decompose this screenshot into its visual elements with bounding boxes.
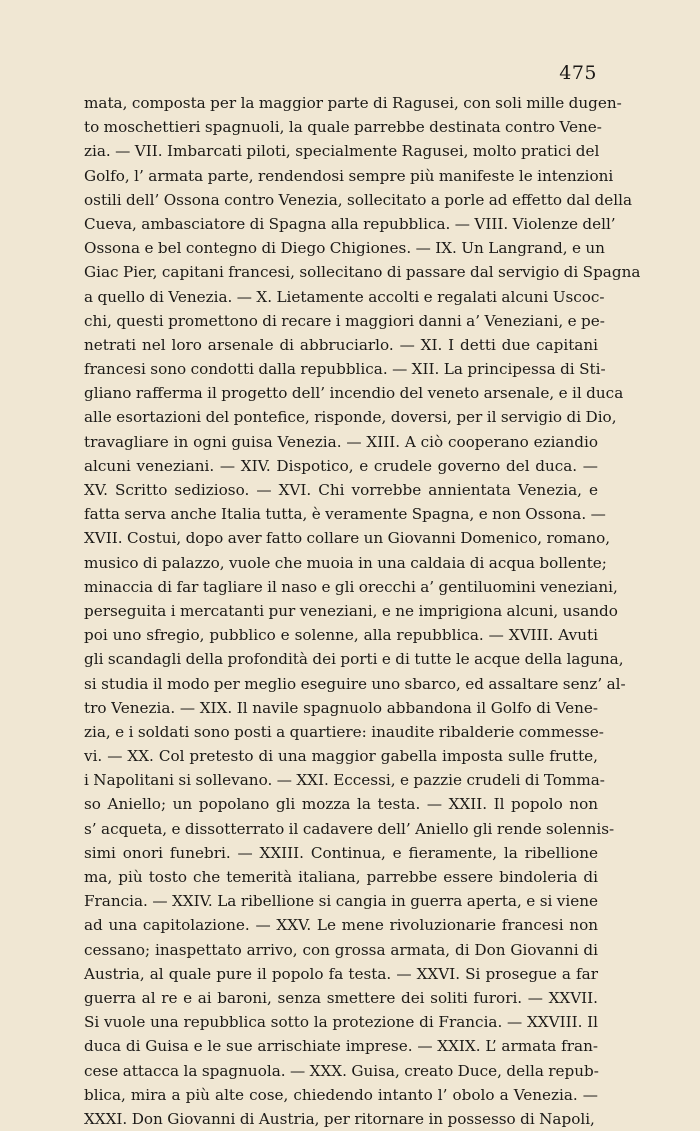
text-line: fatta serva anche Italia tutta, è veramente Spagna, e non Ossona. — [84, 505, 606, 524]
text-line: Giac Pier, capitani francesi, sollecitano di passare dal servigio di Spagna [84, 263, 641, 282]
text-line: Golfo, l’ armata parte, rendendosi sempre più manifeste le intenzioni [84, 166, 614, 185]
text-line: Ossona e bel contegno di Diego Chigiones. — IX. Un Langrand, e un [84, 239, 605, 258]
text-line: Francia. — XXIV. La ribellione si cangia in guerra aperta, e si viene [84, 892, 598, 911]
text-line: alle esortazioni del pontefice, risponde, doversi, per il servigio di Dio, [84, 408, 617, 427]
text-line: cessano; inaspettato arrivo, con grossa armata, di Don Giovanni di [84, 940, 598, 959]
text-line: musico di palazzo, vuole che muoia in una caldaia di acqua bollente; [84, 553, 607, 572]
page-number: 475 [559, 62, 597, 84]
text-line: zia. — VII. Imbarcati piloti, specialmente Ragusei, molto pratici del [84, 142, 600, 161]
text-line: gli scandagli della profondità dei porti e di tutte le acque della laguna, [84, 650, 624, 669]
text-line: ad una capitolazione. — XXV. Le mene rivoluzionarie francesi non [84, 916, 598, 935]
text-line: so Aniello; un popolano gli mozza la testa. — XXII. Il popolo non [84, 795, 598, 814]
text-line: ostili dell’ Ossona contro Venezia, sollecitato a porle ad effetto dal della [84, 190, 633, 209]
text-line: francesi sono condotti dalla repubblica. — XII. La principessa di Sti- [84, 360, 606, 379]
text-line: gliano rafferma il progetto dell’ incendio del veneto arsenale, e il duca [84, 384, 624, 403]
text-line: mata, composta per la maggior parte di Ragusei, con soli mille dugen- [84, 94, 622, 112]
text-line: travagliare in ogni guisa Venezia. — XIII. A ciò cooperano eziandio [84, 432, 598, 451]
text-line: simi onori funebri. — XXIII. Continua, e fieramente, la ribellione [84, 843, 598, 862]
text-line: chi, questi promettono di recare i maggiori danni a’ Veneziani, e pe- [84, 311, 605, 330]
text-line: tro Venezia. — XIX. Il navile spagnuolo abbandona il Golfo di Vene- [84, 698, 598, 717]
text-line: netrati nel loro arsenale di abbruciarlo. — XI. I detti due capitani [84, 335, 598, 354]
body-text [84, 91, 641, 1131]
text-line: a quello di Venezia. — X. Lietamente accolti e regalati alcuni Uscoc- [84, 287, 605, 306]
text-line: cese attacca la spagnuola. — XXX. Guisa, creato Duce, della repub- [84, 1061, 599, 1080]
text-line: i Napolitani si sollevano. — XXI. Eccessi, e pazzie crudeli di Tomma- [84, 771, 605, 790]
text-line: Austria, al quale pure il popolo fa testa. — XXVI. Si prosegue a far [84, 964, 598, 983]
text-line: poi uno sfregio, pubblico e solenne, alla repubblica. — XVIII. Avuti [84, 626, 598, 645]
text-line: blica, mira a più alte cose, chiedendo intanto l’ obolo a Venezia. — [84, 1085, 598, 1104]
text-line: to moschettieri spagnuoli, la quale parrebbe destinata contro Vene- [84, 118, 602, 137]
text-line: zia, e i soldati sono posti a quartiere: inaudite ribalderie commesse- [84, 722, 604, 741]
text-line: Si vuole una repubblica sotto la protezione di Francia. — XXVIII. Il [84, 1013, 598, 1032]
text-line: ma, più tosto che temerità italiana, parrebbe essere bindoleria di [84, 868, 598, 886]
text-line: minaccia di far tagliare il naso e gli orecchi a’ gentiluomini veneziani, [84, 577, 618, 596]
text-line: duca di Guisa e le sue arrischiate imprese. — XXIX. L’ armata fran- [84, 1037, 598, 1056]
text-line: perseguita i mercatanti pur veneziani, e ne imprigiona alcuni, usando [84, 601, 618, 620]
text-line: XXXI. Don Giovanni di Austria, per ritornare in possesso di Napoli, [84, 1109, 595, 1128]
text-line: si studia il modo per meglio eseguire uno sbarco, ed assaltare senz’ al- [84, 674, 626, 693]
text-line: vi. — XX. Col pretesto di una maggior gabella imposta sulle frutte, [84, 747, 598, 766]
text-line: XVII. Costui, dopo aver fatto collare un Giovanni Domenico, romano, [84, 529, 611, 548]
text-line: guerra al re e ai baroni, senza smettere dei soliti furori. — XXVII. [84, 988, 598, 1007]
text-line: XV. Scritto sedizioso. — XVI. Chi vorrebbe annientata Venezia, e [84, 481, 598, 499]
text-line: s’ acqueta, e dissotterrato il cadavere dell’ Aniello gli rende solennis- [84, 819, 615, 838]
text-line: alcuni veneziani. — XIV. Dispotico, e crudele governo del duca. — [84, 456, 598, 475]
text-line: Cueva, ambasciatore di Spagna alla repubblica. — VIII. Violenze dell’ [84, 214, 616, 233]
